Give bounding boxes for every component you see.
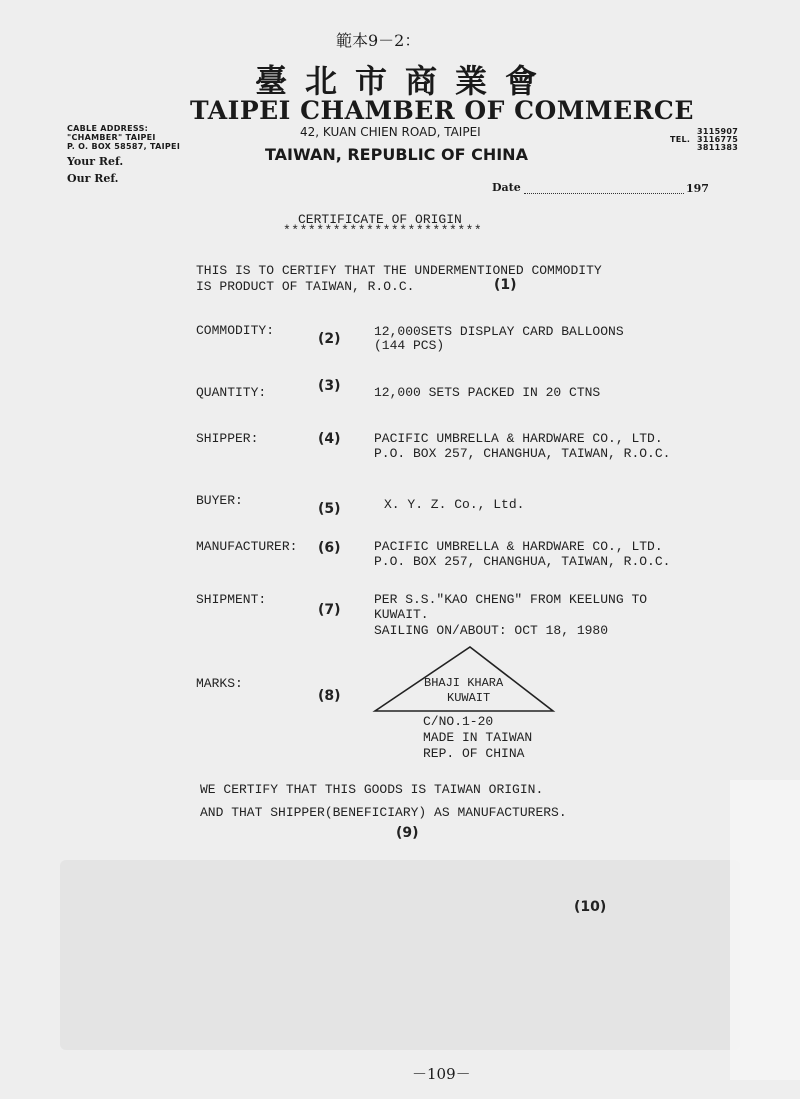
shipment-label: SHIPMENT: (196, 592, 267, 607)
intro-text: IS PRODUCT OF TAIWAN, R.O.C. (196, 279, 415, 294)
field-number: (8) (318, 688, 341, 704)
org-name: TAIPEI CHAMBER OF COMMERCE (190, 96, 694, 125)
org-address: 42, KUAN CHIEN ROAD, TAIPEI (300, 125, 481, 139)
shipment-value: KUWAIT. (374, 607, 429, 622)
chinese-org-name: 臺北市商業會 (255, 62, 556, 100)
intro-text: THIS IS TO CERTIFY THAT THE UNDERMENTIONED COMMODITY (196, 263, 602, 278)
our-ref: Our Ref. (67, 172, 119, 185)
cable-address-value: "CHAMBER" TAIPEI (67, 133, 156, 142)
quantity-label: QUANTITY: (196, 385, 267, 400)
field-number: (1) (494, 277, 517, 293)
tel-number: 3115907 (697, 127, 739, 136)
page-header: 範本9－2： (336, 31, 421, 50)
buyer-value: X. Y. Z. Co., Ltd. (384, 497, 525, 512)
tel-label: TEL. (670, 135, 691, 144)
marks-label: MARKS: (196, 676, 243, 691)
closing-text: AND THAT SHIPPER(BENEFICIARY) AS MANUFACTURERS. (200, 805, 567, 820)
quantity-value: 12,000 SETS PACKED IN 20 CTNS (374, 385, 601, 400)
certificate-title: CERTIFICATE OF ORIGIN (298, 212, 462, 227)
mark-line: REP. OF CHINA (423, 746, 525, 761)
mark-line: MADE IN TAIWAN (423, 730, 533, 745)
tel-number: 3116775 (697, 135, 739, 144)
commodity-label: COMMODITY: (196, 323, 275, 338)
po-box: P. O. BOX 58587, TAIPEI (67, 142, 181, 151)
mark-line: C/NO.1-20 (423, 714, 494, 729)
field-number: (9) (396, 825, 419, 841)
field-number: (7) (318, 602, 341, 618)
manufacturer-label: MANUFACTURER: (196, 539, 298, 554)
page-number: －109－ (412, 1065, 471, 1083)
mark-text: BHAJI KHARA (424, 676, 504, 690)
buyer-label: BUYER: (196, 493, 243, 508)
shipment-value: SAILING ON/ABOUT: OCT 18, 1980 (374, 623, 609, 638)
shipper-value: PACIFIC UMBRELLA & HARDWARE CO., LTD. (374, 431, 663, 446)
date-label: Date (492, 181, 521, 194)
commodity-value: 12,000SETS DISPLAY CARD BALLOONS (374, 324, 624, 339)
manufacturer-value: PACIFIC UMBRELLA & HARDWARE CO., LTD. (374, 539, 663, 554)
closing-text: WE CERTIFY THAT THIS GOODS IS TAIWAN ORIGIN. (200, 782, 544, 797)
mark-text: KUWAIT (447, 691, 491, 705)
field-number: (2) (318, 331, 341, 347)
title-underline: ************************ (283, 223, 483, 238)
tel-number: 3811383 (697, 143, 739, 152)
paper-stain (60, 860, 740, 1050)
cable-address-label: CABLE ADDRESS: (67, 124, 149, 133)
shipper-value: P.O. BOX 257, CHANGHUA, TAIWAN, R.O.C. (374, 446, 671, 461)
commodity-value: (144 PCS) (374, 338, 445, 353)
date-year: 197 (686, 182, 709, 195)
org-country: TAIWAN, REPUBLIC OF CHINA (265, 145, 528, 164)
field-number: (5) (318, 501, 341, 517)
shipper-label: SHIPPER: (196, 431, 259, 446)
field-number: (4) (318, 431, 341, 447)
field-number: (6) (318, 540, 341, 556)
your-ref: Your Ref. (67, 155, 124, 168)
shipment-value: PER S.S."KAO CHENG" FROM KEELUNG TO (374, 592, 648, 607)
manufacturer-value: P.O. BOX 257, CHANGHUA, TAIWAN, R.O.C. (374, 554, 671, 569)
signature-number: (10) (574, 899, 607, 915)
paper-edge (730, 780, 800, 1080)
date-line (524, 193, 684, 194)
field-number: (3) (318, 378, 341, 394)
